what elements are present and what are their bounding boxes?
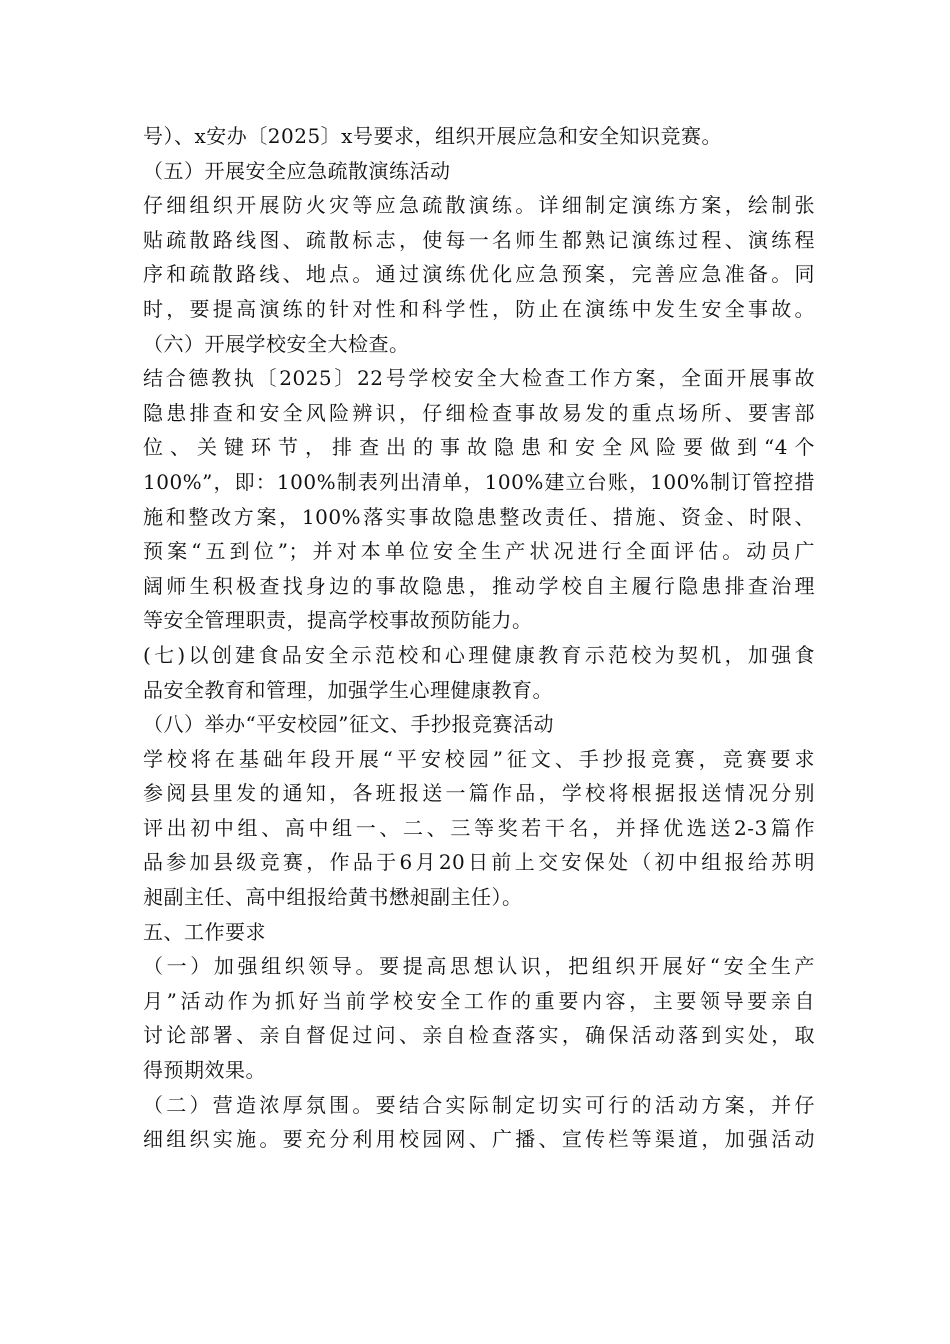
text-line: 品参加县级竞赛，作品于6月20日前上交安保处（初中组报给苏明 <box>143 850 815 875</box>
text-line: （一）加强组织领导。要提高思想认识，把组织开展好“安全生产 <box>143 954 815 979</box>
document-body <box>143 119 815 1157</box>
text-line: 细组织实施。要充分利用校园网、广播、宣传栏等渠道，加强活动 <box>143 1127 815 1152</box>
text-line: 等安全管理职责，提高学校事故预防能力。 <box>143 608 533 633</box>
text-line: 阔师生积极查找身边的事故隐患，推动学校自主履行隐患排查治理 <box>143 573 815 598</box>
text-line: 仔细组织开展防火灾等应急疏散演练。详细制定演练方案，绘制张 <box>143 193 815 218</box>
text-line: （二）营造浓厚氛围。要结合实际制定切实可行的活动方案，并仔 <box>143 1092 815 1117</box>
text-line: 得预期效果。 <box>143 1058 266 1083</box>
text-line: 评出初中组、高中组一、二、三等奖若干名，并择优选送2-3篇作 <box>143 815 815 840</box>
text-line: 隐患排查和安全风险辨识，仔细检查事故易发的重点场所、要害部 <box>143 400 815 425</box>
text-line: 号）、x安办〔2025〕x号要求，组织开展应急和安全知识竞赛。 <box>143 124 722 148</box>
text-line: 月”活动作为抓好当前学校安全工作的重要内容，主要领导要亲自 <box>143 988 815 1013</box>
text-line: 100%”，即：100%制表列出清单，100%建立台账，100%制订管控措 <box>143 469 815 494</box>
text-line: 时，要提高演练的针对性和科学性，防止在演练中发生安全事故。 <box>143 296 815 321</box>
text-line: 品安全教育和管理，加强学生心理健康教育。 <box>143 677 553 702</box>
text-line: 参阅县里发的通知，各班报送一篇作品，学校将根据报送情况分别 <box>143 781 815 806</box>
text-line: 结合德教执〔2025〕22号学校安全大检查工作方案，全面开展事故 <box>143 366 815 391</box>
text-line: 序和疏散路线、地点。通过演练优化应急预案，完善应急准备。同 <box>143 262 815 287</box>
section-heading: （八）举办“平安校园”征文、手抄报竞赛活动 <box>143 712 554 737</box>
section-heading: 五、工作要求 <box>143 919 266 944</box>
text-line: 讨论部署、亲自督促过问、亲自检查落实，确保活动落到实处，取 <box>143 1023 815 1048</box>
text-line: 预案“五到位”；并对本单位安全生产状况进行全面评估。动员广 <box>143 539 815 564</box>
section-heading: （六）开展学校安全大检查。 <box>143 331 410 356</box>
text-line: 施和整改方案，100%落实事故隐患整改责任、措施、资金、时限、 <box>143 504 815 529</box>
text-line: 位、关键环节，排查出的事故隐患和安全风险要做到“4个 <box>143 435 815 460</box>
text-line: 贴疏散路线图、疏散标志，使每一名师生都熟记演练过程、演练程 <box>143 227 815 252</box>
text-line: 学校将在基础年段开展“平安校园”征文、手抄报竞赛，竞赛要求 <box>143 746 815 771</box>
text-line: 昶副主任、高中组报给黄书懋昶副主任）。 <box>143 885 523 910</box>
section-heading: (七)以创建食品安全示范校和心理健康教育示范校为契机，加强食 <box>143 642 815 667</box>
section-heading: （五）开展安全应急疏散演练活动 <box>143 158 451 183</box>
